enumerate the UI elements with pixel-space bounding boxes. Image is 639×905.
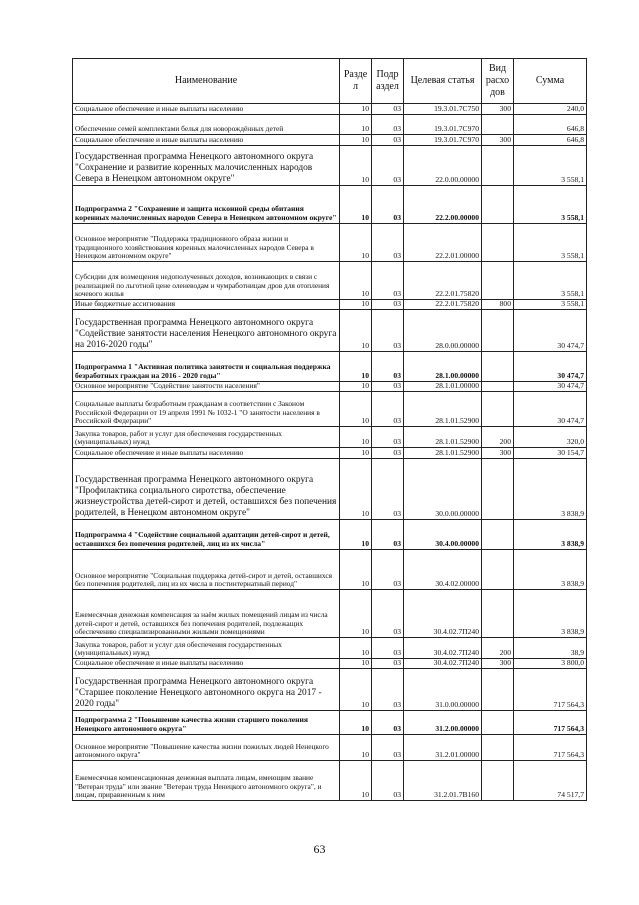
row-tselevaya: 31.2.01.00000 — [404, 735, 482, 761]
row-name: Социальное обеспечение и иные выплаты населению — [73, 659, 340, 669]
row-razdel: 10 — [340, 761, 372, 801]
row-name: Основное мероприятие "Содействие занятости населения" — [73, 382, 340, 392]
row-summa: 717 564,3 — [514, 669, 587, 711]
row-podrazdel: 03 — [372, 711, 404, 735]
table-row — [73, 638, 587, 659]
row-tselevaya: 28.1.01.52900 — [404, 392, 482, 427]
row-name: Ежемесячная компенсационная денежная выплата лицам, имеющим звание "Ветеран труда" или звание "Ветеран труда Ненецкого автономного округа", и лицам, приравненным к ним — [73, 761, 340, 801]
row-razdel: 10 — [340, 262, 372, 300]
row-summa: 3 838,9 — [514, 590, 587, 638]
row-vid: 300 — [482, 659, 514, 669]
row-name: Государственная программа Ненецкого автономного округа "Профилактика социального сиротства, обеспечение жизнеустройства детей-сирот и детей, оставшихся без попечения родителей, в Ненецком автономном округе" — [73, 459, 340, 520]
row-podrazdel: 03 — [372, 638, 404, 659]
row-tselevaya: 22.2.01.75820 — [404, 262, 482, 300]
row-name: Обеспечение семей комплектами белья для новорождённых детей — [73, 115, 340, 135]
header-tselevaya: Целевая статья — [404, 59, 482, 104]
row-summa: 3 838,9 — [514, 550, 587, 590]
row-razdel: 10 — [340, 115, 372, 135]
row-tselevaya: 19.3.01.7С750 — [404, 104, 482, 115]
table-row — [73, 659, 587, 669]
header-name: Наименование — [73, 59, 340, 104]
row-tselevaya: 31.2.01.7В160 — [404, 761, 482, 801]
row-summa: 3 558,1 — [514, 262, 587, 300]
row-podrazdel: 03 — [372, 300, 404, 310]
row-tselevaya: 28.1.00.00000 — [404, 352, 482, 382]
row-name: Социальное обеспечение и иные выплаты населению — [73, 448, 340, 459]
row-podrazdel: 03 — [372, 520, 404, 550]
table-body — [73, 104, 587, 801]
row-razdel: 10 — [340, 146, 372, 186]
table-row — [73, 224, 587, 262]
row-razdel: 10 — [340, 186, 372, 224]
row-vid — [482, 520, 514, 550]
row-podrazdel: 03 — [372, 146, 404, 186]
header-summa: Сумма — [514, 59, 587, 104]
row-razdel: 10 — [340, 459, 372, 520]
row-vid — [482, 735, 514, 761]
row-summa: 30 474,7 — [514, 310, 587, 352]
row-podrazdel: 03 — [372, 135, 404, 146]
row-summa: 320,0 — [514, 427, 587, 448]
row-vid: 300 — [482, 135, 514, 146]
row-summa: 30 474,7 — [514, 382, 587, 392]
row-podrazdel: 03 — [372, 310, 404, 352]
row-summa: 38,9 — [514, 638, 587, 659]
row-razdel: 10 — [340, 135, 372, 146]
row-razdel: 10 — [340, 735, 372, 761]
table-row — [73, 262, 587, 300]
page-number: 63 — [313, 842, 326, 856]
row-razdel: 10 — [340, 427, 372, 448]
row-tselevaya: 22.2.00.00000 — [404, 186, 482, 224]
table-row — [73, 735, 587, 761]
header-razdel: Разде л — [340, 59, 372, 104]
row-razdel: 10 — [340, 300, 372, 310]
row-summa: 3 838,9 — [514, 459, 587, 520]
table-row — [73, 115, 587, 135]
row-tselevaya: 30.4.02.00000 — [404, 550, 482, 590]
row-vid — [482, 382, 514, 392]
row-summa: 646,8 — [514, 115, 587, 135]
row-name: Подпрограмма 4 "Содействие социальной адаптации детей-сирот и детей, оставшихся без попечения родителей, лиц из их числа" — [73, 520, 340, 550]
row-vid — [482, 186, 514, 224]
row-vid — [482, 146, 514, 186]
row-razdel: 10 — [340, 104, 372, 115]
row-podrazdel: 03 — [372, 382, 404, 392]
row-podrazdel: 03 — [372, 427, 404, 448]
row-tselevaya: 28.1.01.52900 — [404, 427, 482, 448]
row-razdel: 10 — [340, 590, 372, 638]
row-name: Ежемесячная денежная компенсация за наём жилых помещений лицам из числа детей-сирот и детей, оставшихся без попечения родителей, подлежащих обеспечению специализированными жилыми помещениями — [73, 590, 340, 638]
row-podrazdel: 03 — [372, 224, 404, 262]
header-podrazdel: Подр аздел — [372, 59, 404, 104]
table-row — [73, 448, 587, 459]
row-vid — [482, 669, 514, 711]
row-name: Закупка товаров, работ и услуг для обеспечения государственных (муниципальных) нужд — [73, 427, 340, 448]
row-podrazdel: 03 — [372, 590, 404, 638]
row-vid: 200 — [482, 427, 514, 448]
row-podrazdel: 03 — [372, 262, 404, 300]
row-summa: 74 517,7 — [514, 761, 587, 801]
row-razdel: 10 — [340, 382, 372, 392]
row-tselevaya: 30.4.02.7П240 — [404, 659, 482, 669]
row-vid — [482, 115, 514, 135]
table-row — [73, 711, 587, 735]
row-podrazdel: 03 — [372, 352, 404, 382]
row-name: Основное мероприятие "Поддержка традиционного образа жизни и традиционного хозяйствования коренных малочисленных народов Севера в Ненецком автономном округе" — [73, 224, 340, 262]
row-summa: 30 474,7 — [514, 352, 587, 382]
row-tselevaya: 31.2.00.00000 — [404, 711, 482, 735]
row-podrazdel: 03 — [372, 550, 404, 590]
row-vid — [482, 590, 514, 638]
row-name: Государственная программа Ненецкого автономного округа "Содействие занятости населения Ненецкого автономного округа на 2016-2020 годы" — [73, 310, 340, 352]
row-vid: 200 — [482, 638, 514, 659]
row-name: Государственная программа Ненецкого автономного округа "Старшее поколение Ненецкого автономного округа на 2017 - 2020 годы" — [73, 669, 340, 711]
row-tselevaya: 22.0.00.00000 — [404, 146, 482, 186]
row-summa: 3 800,0 — [514, 659, 587, 669]
row-tselevaya: 22.2.01.00000 — [404, 224, 482, 262]
row-podrazdel: 03 — [372, 735, 404, 761]
budget-table — [72, 58, 587, 801]
table-row — [73, 590, 587, 638]
table-row — [73, 459, 587, 520]
row-razdel: 10 — [340, 550, 372, 590]
row-razdel: 10 — [340, 392, 372, 427]
row-summa: 240,0 — [514, 104, 587, 115]
row-name: Субсидии для возмещения недополученных доходов, возникающих в связи с реализацией по льготной цене оленеводам и чумработницам дров для отопления кочевого жилья — [73, 262, 340, 300]
table-row — [73, 520, 587, 550]
row-name: Подпрограмма 1 "Активная политика занятости и социальная поддержка безработных граждан на 2016 - 2020 годы" — [73, 352, 340, 382]
row-razdel: 10 — [340, 638, 372, 659]
row-summa: 717 564,3 — [514, 711, 587, 735]
row-name: Основное мероприятие "Социальная поддержка детей-сирот и детей, оставшихся без попечения родителей, лиц из их числа в постинтернатный период" — [73, 550, 340, 590]
row-tselevaya: 30.4.02.7П240 — [404, 638, 482, 659]
row-vid — [482, 352, 514, 382]
row-podrazdel: 03 — [372, 392, 404, 427]
row-tselevaya: 19.3.01.7С970 — [404, 135, 482, 146]
row-vid: 300 — [482, 448, 514, 459]
row-summa: 30 474,7 — [514, 392, 587, 427]
row-razdel: 10 — [340, 224, 372, 262]
row-summa: 3 838,9 — [514, 520, 587, 550]
row-tselevaya: 30.4.00.00000 — [404, 520, 482, 550]
row-vid: 300 — [482, 104, 514, 115]
row-name: Социальное обеспечение и иные выплаты населению — [73, 135, 340, 146]
table-row — [73, 300, 587, 310]
row-name: Социальное обеспечение и иные выплаты населению — [73, 104, 340, 115]
row-podrazdel: 03 — [372, 115, 404, 135]
row-vid — [482, 392, 514, 427]
row-podrazdel: 03 — [372, 459, 404, 520]
row-tselevaya: 30.4.02.7П240 — [404, 590, 482, 638]
table-row — [73, 550, 587, 590]
row-summa: 3 558,1 — [514, 146, 587, 186]
row-name: Закупка товаров, работ и услуг для обеспечения государственных (муниципальных) нужд — [73, 638, 340, 659]
row-vid — [482, 310, 514, 352]
row-summa: 3 558,1 — [514, 300, 587, 310]
row-tselevaya: 22.2.01.75820 — [404, 300, 482, 310]
row-name: Подпрограмма 2 "Повышение качества жизни старшего поколения Ненецкого автономного округа" — [73, 711, 340, 735]
header-vid: Вид расхо дов — [482, 59, 514, 104]
row-razdel: 10 — [340, 520, 372, 550]
row-razdel: 10 — [340, 448, 372, 459]
row-podrazdel: 03 — [372, 104, 404, 115]
row-vid — [482, 262, 514, 300]
row-summa: 30 154,7 — [514, 448, 587, 459]
table-row — [73, 135, 587, 146]
row-vid — [482, 224, 514, 262]
table-row — [73, 186, 587, 224]
row-podrazdel: 03 — [372, 659, 404, 669]
row-vid — [482, 761, 514, 801]
row-summa: 646,8 — [514, 135, 587, 146]
row-razdel: 10 — [340, 669, 372, 711]
row-podrazdel: 03 — [372, 669, 404, 711]
row-vid — [482, 459, 514, 520]
row-vid — [482, 711, 514, 735]
table-row — [73, 427, 587, 448]
row-summa: 717 564,3 — [514, 735, 587, 761]
table-row — [73, 382, 587, 392]
row-razdel: 10 — [340, 352, 372, 382]
table-row — [73, 146, 587, 186]
row-tselevaya: 28.1.01.00000 — [404, 382, 482, 392]
row-name: Социальные выплаты безработным гражданам в соответствии с Законом Российской Федерации от 19 апреля 1991 № 1032-1 "О занятости населения в Российской Федерации" — [73, 392, 340, 427]
row-razdel: 10 — [340, 711, 372, 735]
row-summa: 3 558,1 — [514, 224, 587, 262]
row-name: Иные бюджетные ассигнования — [73, 300, 340, 310]
table-row — [73, 310, 587, 352]
row-vid: 800 — [482, 300, 514, 310]
row-vid — [482, 550, 514, 590]
row-tselevaya: 28.0.00.00000 — [404, 310, 482, 352]
row-name: Государственная программа Ненецкого автономного округа "Сохранение и развитие коренных малочисленных народов Севера в Ненецком автономном округе" — [73, 146, 340, 186]
row-tselevaya: 30.0.00.00000 — [404, 459, 482, 520]
row-razdel: 10 — [340, 310, 372, 352]
table-header — [73, 59, 587, 104]
row-podrazdel: 03 — [372, 761, 404, 801]
table-row — [73, 761, 587, 801]
row-podrazdel: 03 — [372, 448, 404, 459]
table-row — [73, 104, 587, 115]
row-summa: 3 558,1 — [514, 186, 587, 224]
table-row — [73, 669, 587, 711]
table-row — [73, 392, 587, 427]
row-razdel: 10 — [340, 659, 372, 669]
row-tselevaya: 19.3.01.7С970 — [404, 115, 482, 135]
row-name: Подпрограмма 2 "Сохранение и защита исконной среды обитания коренных малочисленных народов Севера в Ненецком автономном округе" — [73, 186, 340, 224]
table-row — [73, 352, 587, 382]
row-podrazdel: 03 — [372, 186, 404, 224]
row-tselevaya: 31.0.00.00000 — [404, 669, 482, 711]
row-tselevaya: 28.1.01.52900 — [404, 448, 482, 459]
row-name: Основное мероприятие "Повышение качества жизни пожилых людей Ненецкого автономного округа" — [73, 735, 340, 761]
